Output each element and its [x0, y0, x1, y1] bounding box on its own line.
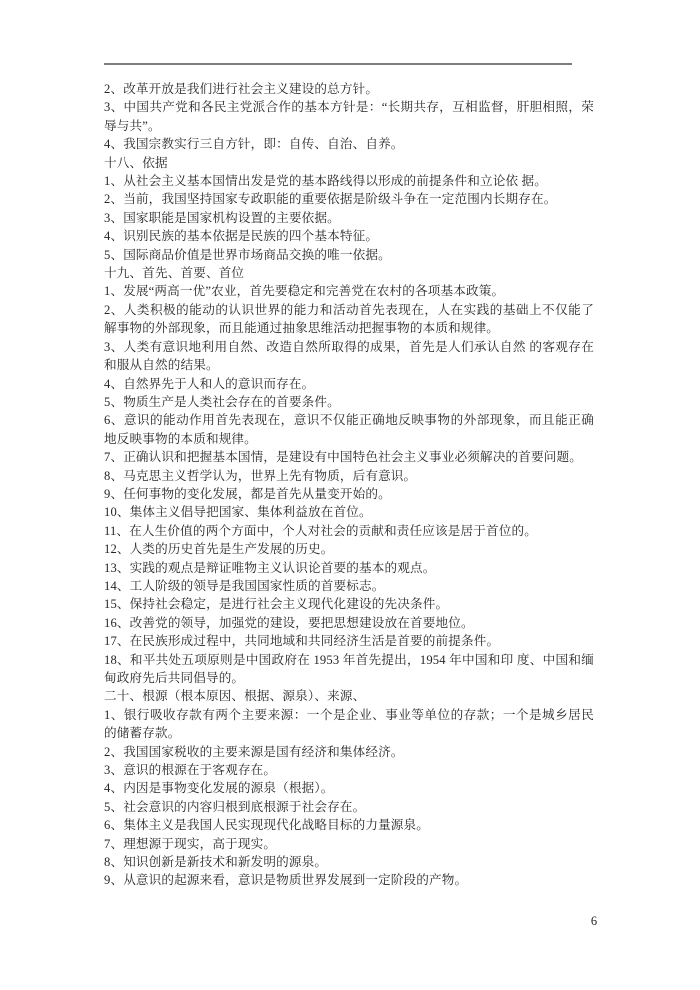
document-paragraph: 4、自然界先于人和人的意识而存在。 [104, 376, 315, 391]
document-paragraph: 2、改革开放是我们进行社会主义建设的总方针。 [104, 82, 379, 96]
document-paragraph: 3、国家职能是国家机构设置的主要依据。 [104, 210, 340, 225]
header-rule [104, 63, 572, 65]
document-paragraph: 7、正确认识和把握基本国情，是建设有中国特色社会主义事业必须解决的首要问题。 [104, 450, 582, 465]
document-paragraph: 2、人类积极的能动的认识世界的能力和活动首先表现在，人在实践的基础上不仅能了解事物的外部现象，而且能通过抽象思维活动把握事物的本质和规律。 [104, 302, 594, 336]
document-paragraph: 7、理想源于现实，高于现实。 [104, 836, 277, 851]
document-paragraph: 15、保持社会稳定，是进行社会主义现代化建设的先决条件。 [104, 597, 449, 612]
document-paragraph: 4、我国宗教实行三自方针，即：自传、自治、自养。 [104, 137, 404, 152]
document-paragraph: 17、在民族形成过程中，共同地域和共同经济生活是首要的前提条件。 [104, 634, 500, 649]
section-heading: 二十、根源（根本原因、根据、源泉）、来源、 [104, 689, 366, 704]
document-paragraph: 4、内因是事物变化发展的源泉（根据）。 [104, 781, 334, 796]
document-paragraph: 6、意识的能动作用首先表现在，意识不仅能正确地反映事物的外部现象，而且能正确地反映事物的本质和规律。 [104, 413, 594, 446]
document-body [104, 80, 594, 890]
document-paragraph: 5、国际商品价值是世界市场商品交换的唯一依据。 [104, 247, 391, 262]
document-paragraph: 1、银行吸收存款有两个主要来源：一个是企业、事业等单位的存款；一个是城乡居民的储蓄存款。 [104, 707, 594, 741]
document-paragraph: 11、在人生价值的两个方面中，个人对社会的贡献和责任应该是居于首位的。 [104, 523, 537, 538]
document-paragraph: 14、工人阶级的领导是我国国家性质的首要标志。 [104, 578, 385, 593]
document-paragraph: 8、马克思主义哲学认为，世界上先有物质，后有意识。 [104, 468, 417, 483]
document-paragraph: 18、和平共处五项原则是中国政府在 1953 年首先提出，1954 年中国和印 度、中国和缅甸政府先后共同倡导的。 [104, 652, 594, 685]
document-paragraph: 12、人类的历史首先是生产发展的历史。 [104, 542, 334, 557]
document-paragraph: 4、识别民族的基本依据是民族的四个基本特征。 [104, 229, 379, 244]
document-paragraph: 9、任何事物的变化发展，都是首先从量变开始的。 [104, 486, 391, 501]
document-paragraph: 2、当前，我国坚持国家专政职能的重要依据是阶级斗争在一定范围内长期存在。 [104, 192, 557, 207]
document-paragraph: 5、物质生产是人类社会存在的首要条件。 [104, 394, 340, 409]
document-paragraph: 10、集体主义倡导把国家、集体利益放在首位。 [104, 505, 372, 520]
section-heading: 十九、首先、首要、首位 [104, 266, 245, 281]
document-paragraph: 8、知识创新是新技术和新发明的源泉。 [104, 855, 328, 870]
section-heading: 十八、依据 [104, 155, 168, 170]
document-paragraph: 1、发展“两高一优”农业，首先要稳定和完善党在农村的各项基本政策。 [104, 284, 505, 299]
document-paragraph: 3、中国共产党和各民主党派合作的基本方针是：“长期共存，互相监督，肝胆相照，荣辱与共”。 [104, 100, 594, 133]
document-paragraph: 9、从意识的起源来看，意识是物质世界发展到一定阶段的产物。 [104, 873, 468, 888]
document-paragraph: 13、实践的观点是辩证唯物主义认识论首要的基本的观点。 [104, 560, 436, 575]
page-number: 6 [590, 914, 598, 928]
document-paragraph: 3、意识的根源在于客观存在。 [104, 763, 277, 778]
document-paragraph: 16、改善党的领导，加强党的建设，要把思想建设放在首要地位。 [104, 615, 474, 630]
document-paragraph: 1、从社会主义基本国情出发是党的基本路线得以形成的前提条件和立论依 据。 [104, 174, 548, 189]
document-paragraph: 6、集体主义是我国人民实现现代化战略目标的力量源泉。 [104, 818, 430, 833]
document-paragraph: 3、人类有意识地利用自然、改造自然所取得的成果，首先是人们承认自然 的客观存在和服从自然的结果。 [104, 339, 594, 373]
document-paragraph: 2、我国国家税收的主要来源是国有经济和集体经济。 [104, 744, 404, 759]
document-paragraph: 5、社会意识的内容归根到底根源于社会存在。 [104, 799, 366, 814]
